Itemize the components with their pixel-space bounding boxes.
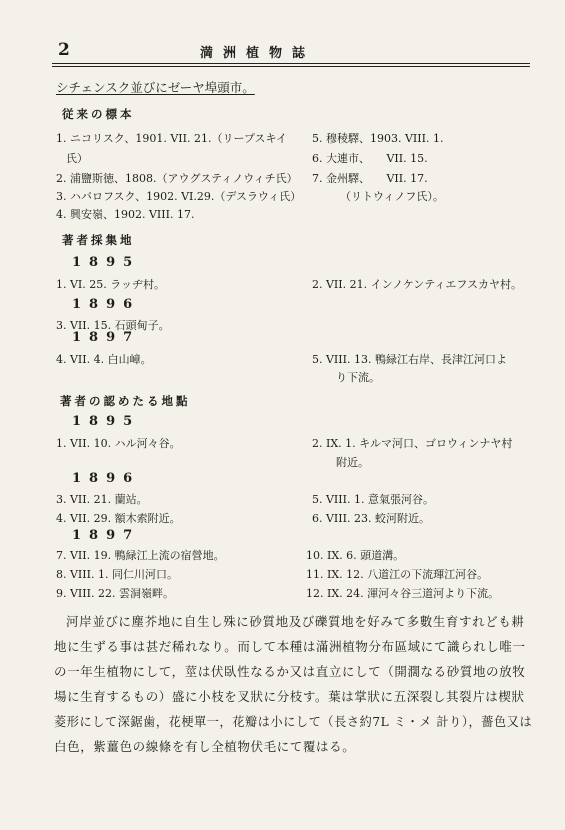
header-rule (52, 63, 530, 64)
author-year-1897: 1897 (72, 330, 141, 345)
confirmed-year-1897: 1897 (72, 528, 141, 543)
confirmed-entry-9: 9. VIII. 22. 雲洞嶺畔。 (56, 587, 174, 600)
confirmed-heading: 著者の認めたる地點 (60, 394, 191, 408)
confirmed-entry-1: 1. VII. 10. ハル河々谷。 (56, 437, 181, 450)
author-entry-5-cont: り下流。 (336, 371, 380, 384)
prior-entry-3: 3. ハバロフスク、1902. VI.29.（デスラウィ氏） (56, 190, 302, 203)
prior-collector: （リトウィノフ氏）。 (340, 190, 444, 203)
prior-entry-7: 7. 金州驛、 VII. 17. (312, 172, 428, 185)
confirmed-entry-10: 10. IX. 6. 頭道溝。 (306, 549, 405, 562)
page-number: 2 (58, 40, 70, 60)
confirmed-entry-12: 12. IX. 24. 渾河々谷三道河より下流。 (306, 587, 500, 600)
confirmed-entry-3: 3. VII. 21. 蘭站。 (56, 493, 148, 506)
confirmed-entry-2: 2. IX. 1. キルマ河口、ゴロウィンナヤ村 (312, 437, 513, 450)
prior-entry-6: 6. 大連市、 VII. 15. (312, 152, 428, 165)
author-entry-4: 4. VII. 4. 白山嶂。 (56, 353, 152, 366)
author-entry-5: 5. VIII. 13. 鴨緑江右岸、長津江河口よ (312, 353, 507, 366)
prior-entry-1-cont: 氏） (66, 152, 88, 165)
prior-entry-2: 2. 浦鹽斯徳、1808.（アウグスティノウィチ氏） (56, 172, 298, 185)
confirmed-year-1895: 1895 (72, 414, 141, 429)
author-heading: 著者採集地 (62, 233, 135, 247)
confirmed-year-1896: 1896 (72, 471, 141, 486)
author-year-1895: 1895 (72, 255, 141, 270)
section-title: シチェンスク並びにゼーヤ埠頭市。 (56, 80, 255, 95)
author-entry-1: 1. VI. 25. ラッヂ村。 (56, 278, 166, 291)
description-line-3: の一年生植物にして，莖は伏臥性なるか又は直立にして（開濶なる砂質地の放牧 (54, 664, 526, 679)
confirmed-entry-8: 8. VIII. 1. 同仁川河口。 (56, 568, 178, 581)
confirmed-entry-6: 6. VIII. 23. 蛟河附近。 (312, 512, 430, 525)
author-entry-2: 2. VII. 21. インノケンティエフスカヤ村。 (312, 278, 522, 291)
description-line-4: 場に生育するもの）盛に小枝を叉狀に分枝す。葉は掌狀に五深裂し其裂片は楔狀 (54, 689, 525, 704)
confirmed-entry-2-cont: 附近。 (336, 456, 369, 469)
confirmed-entry-5: 5. VIII. 1. 意氣張河谷。 (312, 493, 434, 506)
running-title: 満洲植物誌 (200, 46, 316, 61)
author-entry-3: 3. VII. 15. 石頭甸子。 (56, 319, 170, 332)
prior-entry-1: 1. ニコリスク、1901. VII. 21.（リープスキイ (56, 132, 288, 145)
author-year-1896: 1896 (72, 297, 141, 312)
prior-entry-5: 5. 穆稜驛、1903. VIII. 1. (312, 132, 444, 145)
description-line-1: 河岸並びに塵芥地に自生し殊に砂質地及び礫質地を好みて多數生育すれども耕 (66, 614, 525, 629)
prior-heading: 従来の標本 (62, 107, 135, 121)
confirmed-entry-4: 4. VII. 29. 額木索附近。 (56, 512, 181, 525)
confirmed-entry-11: 11. IX. 12. 八道江の下流琿江河谷。 (306, 568, 489, 581)
description-line-2: 地に生ずる事は甚だ稀れなり。而して本種は滿洲植物分布區域にて識られし唯一 (54, 639, 526, 654)
description-line-6: 白色，紫薑色の線條を有し全植物伏毛にて覆はる。 (54, 739, 356, 754)
prior-entry-4: 4. 興安嶺、1902. VIII. 17. (56, 208, 195, 221)
confirmed-entry-7: 7. VII. 19. 鴨緑江上流の宿營地。 (56, 549, 225, 562)
description-line-5: 菱形にして深鋸歯，花梗單一，花瓣は小にして（長さ約7L ミ・メ 計り），薔色又は (54, 714, 533, 729)
header-rule-thin (52, 66, 530, 67)
